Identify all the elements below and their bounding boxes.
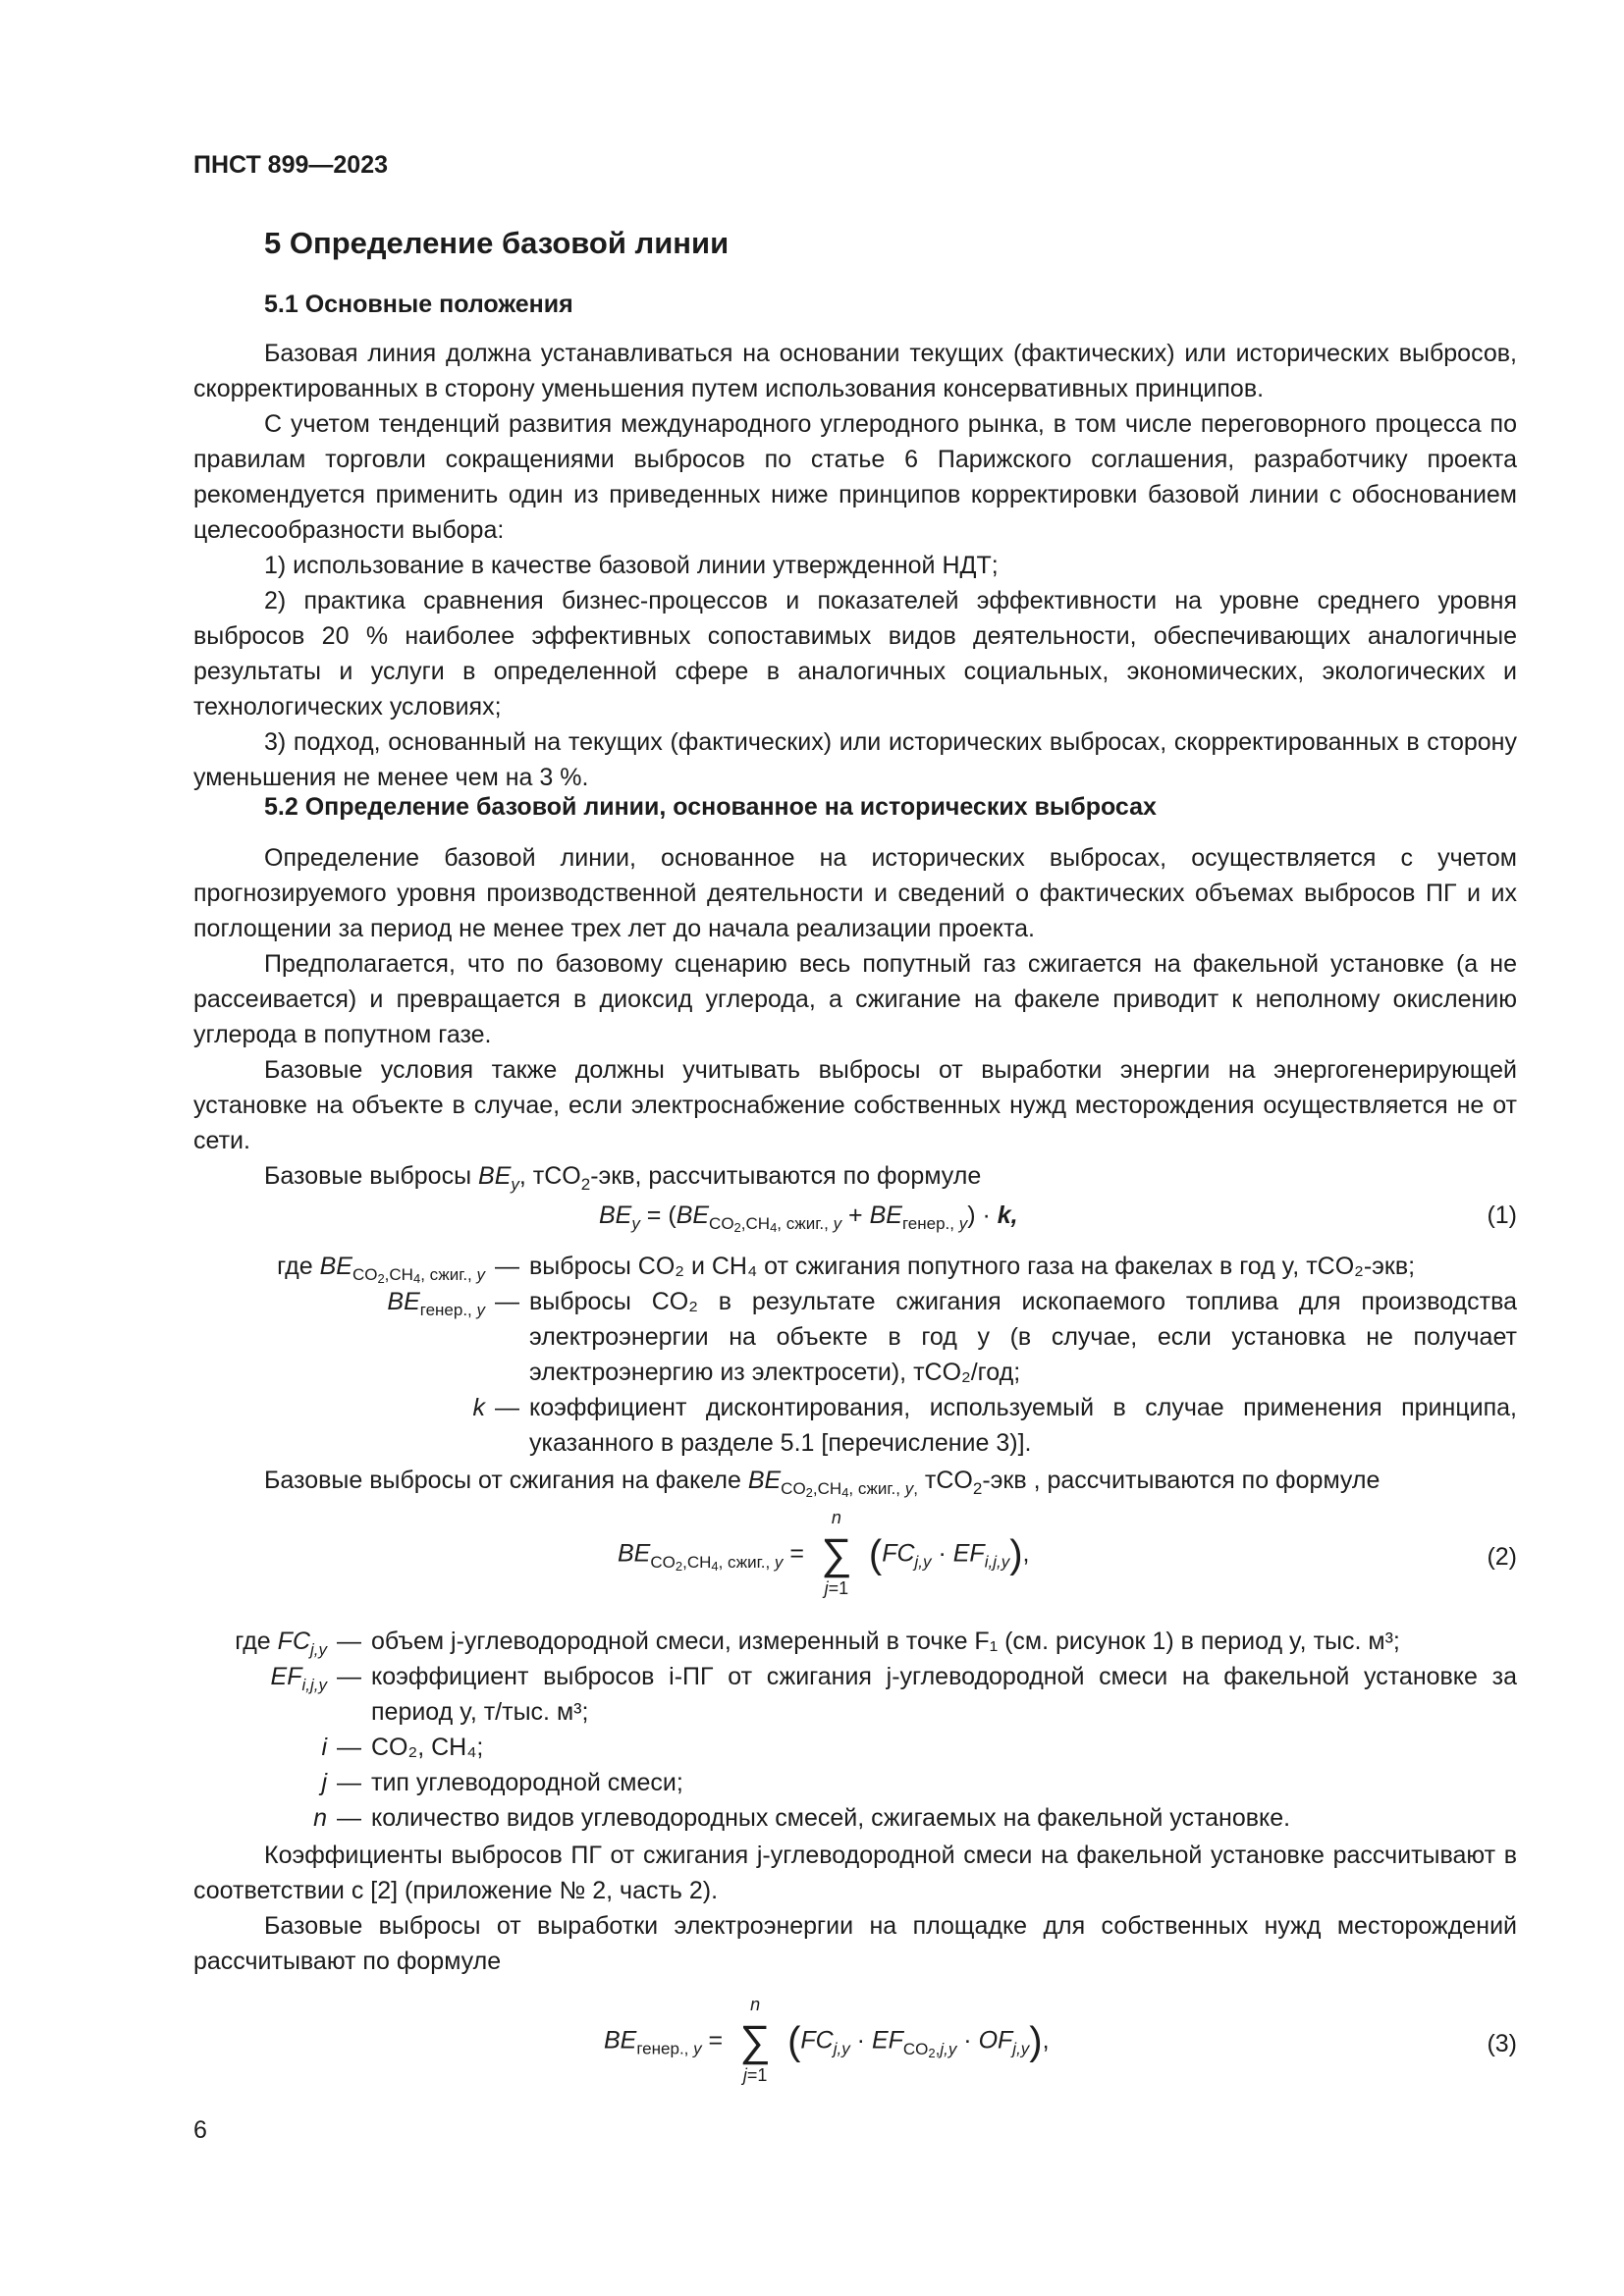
- definition-row: [193, 1730, 1517, 1765]
- paragraph: С учетом тенденций развития международного углеродного рынка, в том числе переговорного процесса по правилам торговли сокращениями выбросов по статье 6 Парижского соглашения, разработчику проекта рекомендуется применить один из приведенных ниже принципов корректировки базовой линии с обоснованием целесообразности выбора:: [193, 410, 1517, 544]
- formula-2-expression: $BE_{CO_2,CH_4, сжиг., y}$ = n ∑ j=1 $(FC_{j,y} \cdot EF_{i,j,y})$,: [618, 1508, 1030, 1598]
- definition-term: i: [321, 1734, 327, 1761]
- definition-dash: —: [495, 1253, 519, 1280]
- page-number: 6: [193, 2116, 207, 2144]
- formula-3: [193, 1995, 1517, 2085]
- definition-text: выбросы CO₂ в результате сжигания ископаемого топлива для производства электроэнергии на объекте в год y (в случае, если установка не получает электроэнергию из электросети), тCO₂/год;: [529, 1288, 1517, 1386]
- definition-row: [193, 1624, 1517, 1659]
- subsection-title-5-2: 5.2 Определение базовой линии, основанное на исторических выбросах: [264, 793, 1157, 821]
- definition-term: $EF_{i,j,y}$: [270, 1663, 327, 1694]
- definition-text: количество видов углеводородных смесей, сжигаемых на факельной установке.: [371, 1804, 1291, 1832]
- section-5-2-body: [193, 789, 1517, 1194]
- list-item: 3) подход, основанный на текущих (фактических) или исторических выбросах, скорректированных в сторону уменьшения не менее чем на 3 %.: [193, 728, 1517, 791]
- sum-symbol: n ∑ j=1: [821, 1508, 852, 1598]
- paragraph: Определение базовой линии, основанное на исторических выбросах, осуществляется с учетом прогнозируемого уровня производственной деятельности и сведений о фактических объемах выбросов ПГ и их поглощении за период не менее трех лет до начала реализации проекта.: [193, 844, 1517, 942]
- paragraph: Базовые выбросы от сжигания на факеле $BE_{CO_2,CH_4, сжиг., y,}$ тCO$_2$-экв , рассчитываются по формуле: [264, 1467, 1380, 1500]
- section-title: 5 Определение базовой линии: [264, 226, 730, 260]
- paragraph: Базовые выбросы $BE_y$, тCO$_2$-экв, рассчитываются по формуле: [264, 1162, 982, 1194]
- definition-row: [193, 1249, 1517, 1284]
- definition-row: [193, 1800, 1517, 1836]
- paragraph: Коэффициенты выбросов ПГ от сжигания j-углеводородной смеси на факельной установке рассчитывают в соответствии с [2] (приложение № 2, часть 2).: [193, 1842, 1517, 1904]
- section-5-1-body: [193, 336, 1517, 795]
- definition-dash: —: [337, 1734, 361, 1761]
- formula-1: [193, 1198, 1517, 1241]
- definition-text: объем j-углеводородной смеси, измеренный в точке F₁ (см. рисунок 1) в период y, тыс. м³;: [371, 1628, 1400, 1655]
- formula-1-expression: $BE_y = (BE_{CO_2,CH_4, сжиг., y} + BE_{генер., y}) \cdot k$,: [599, 1201, 1018, 1235]
- formula-1-number: (1): [1487, 1201, 1517, 1229]
- definition-text: CO₂, CH₄;: [371, 1734, 484, 1761]
- definition-text: коэффициент выбросов i-ПГ от сжигания j-углеводородной смеси на факельной установке за период y, т/тыс. м³;: [371, 1663, 1517, 1726]
- paragraph: Базовая линия должна устанавливаться на основании текущих (фактических) или исторических выбросов, скорректированных в сторону уменьшения путем использования консервативных принципов.: [193, 340, 1517, 402]
- definitions-formula-1: [193, 1249, 1517, 1461]
- definition-term: $BE_{генер., y}$: [387, 1288, 485, 1319]
- paragraphs-before-formula-3: [193, 1838, 1517, 1979]
- definition-term: j: [321, 1769, 327, 1796]
- definition-term: где $FC_{j,y}$: [235, 1628, 327, 1659]
- subsection-title-5-1: 5.1 Основные положения: [264, 291, 573, 318]
- definition-dash: —: [337, 1628, 361, 1655]
- sum-symbol: n ∑ j=1: [739, 1995, 771, 2085]
- formula-3-number: (3): [1487, 2030, 1517, 2057]
- definition-text: выбросы CO₂ и CH₄ от сжигания попутного газа на факелах в год y, тCO₂-экв;: [529, 1253, 1416, 1280]
- definition-dash: —: [337, 1769, 361, 1796]
- definition-row: [193, 1659, 1517, 1730]
- definition-term: где $BE_{CO_2,CH_4, сжиг., y}$: [277, 1253, 485, 1286]
- formula-2: [193, 1508, 1517, 1598]
- definition-row: [193, 1284, 1517, 1390]
- definition-term: k: [472, 1394, 485, 1421]
- paragraph: Базовые условия также должны учитывать выбросы от выработки энергии на энергогенерирующей установке на объекте в случае, если электроснабжение собственных нужд месторождения осуществляется не от сети.: [193, 1056, 1517, 1154]
- definition-text: коэффициент дисконтирования, используемый в случае применения принципа, указанного в разделе 5.1 [перечисление 3)].: [529, 1394, 1517, 1457]
- list-item: 2) практика сравнения бизнес-процессов и показателей эффективности на уровне среднего уровня выбросов 20 % наиболее эффективных сопоставимых видов деятельности, обеспечивающих аналогичные результаты и услуги в определенной сфере в аналогичных социальных, экономических, экологических и технологических условиях;: [193, 587, 1517, 721]
- definition-row: [193, 1765, 1517, 1800]
- definition-row: [193, 1390, 1517, 1461]
- list-item: 1) использование в качестве базовой линии утвержденной НДТ;: [264, 552, 999, 579]
- paragraph-before-formula-2: [193, 1463, 1517, 1498]
- definition-term: n: [313, 1804, 327, 1832]
- paragraph: Предполагается, что по базовому сценарию весь попутный газ сжигается на факельной установке (а не рассеивается) и превращается в диоксид углерода, а сжигание на факеле приводит к неполному окислению углерода в попутном газе.: [193, 950, 1517, 1048]
- formula-3-expression: $BE_{генер., y}$ = n ∑ j=1 $(FC_{j,y} \cdot EF_{CO_2,j,y} \cdot OF_{j,y})$,: [604, 1995, 1050, 2085]
- definition-dash: —: [495, 1394, 519, 1421]
- definition-dash: —: [495, 1288, 519, 1315]
- definition-text: тип углеводородной смеси;: [371, 1769, 683, 1796]
- definition-dash: —: [337, 1804, 361, 1832]
- formula-2-number: (2): [1487, 1543, 1517, 1571]
- definition-dash: —: [337, 1663, 361, 1690]
- document-code: ПНСТ 899—2023: [193, 151, 388, 179]
- paragraph: Базовые выбросы от выработки электроэнергии на площадке для собственных нужд месторождений рассчитывают по формуле: [193, 1912, 1517, 1975]
- definitions-formula-2: [193, 1624, 1517, 1836]
